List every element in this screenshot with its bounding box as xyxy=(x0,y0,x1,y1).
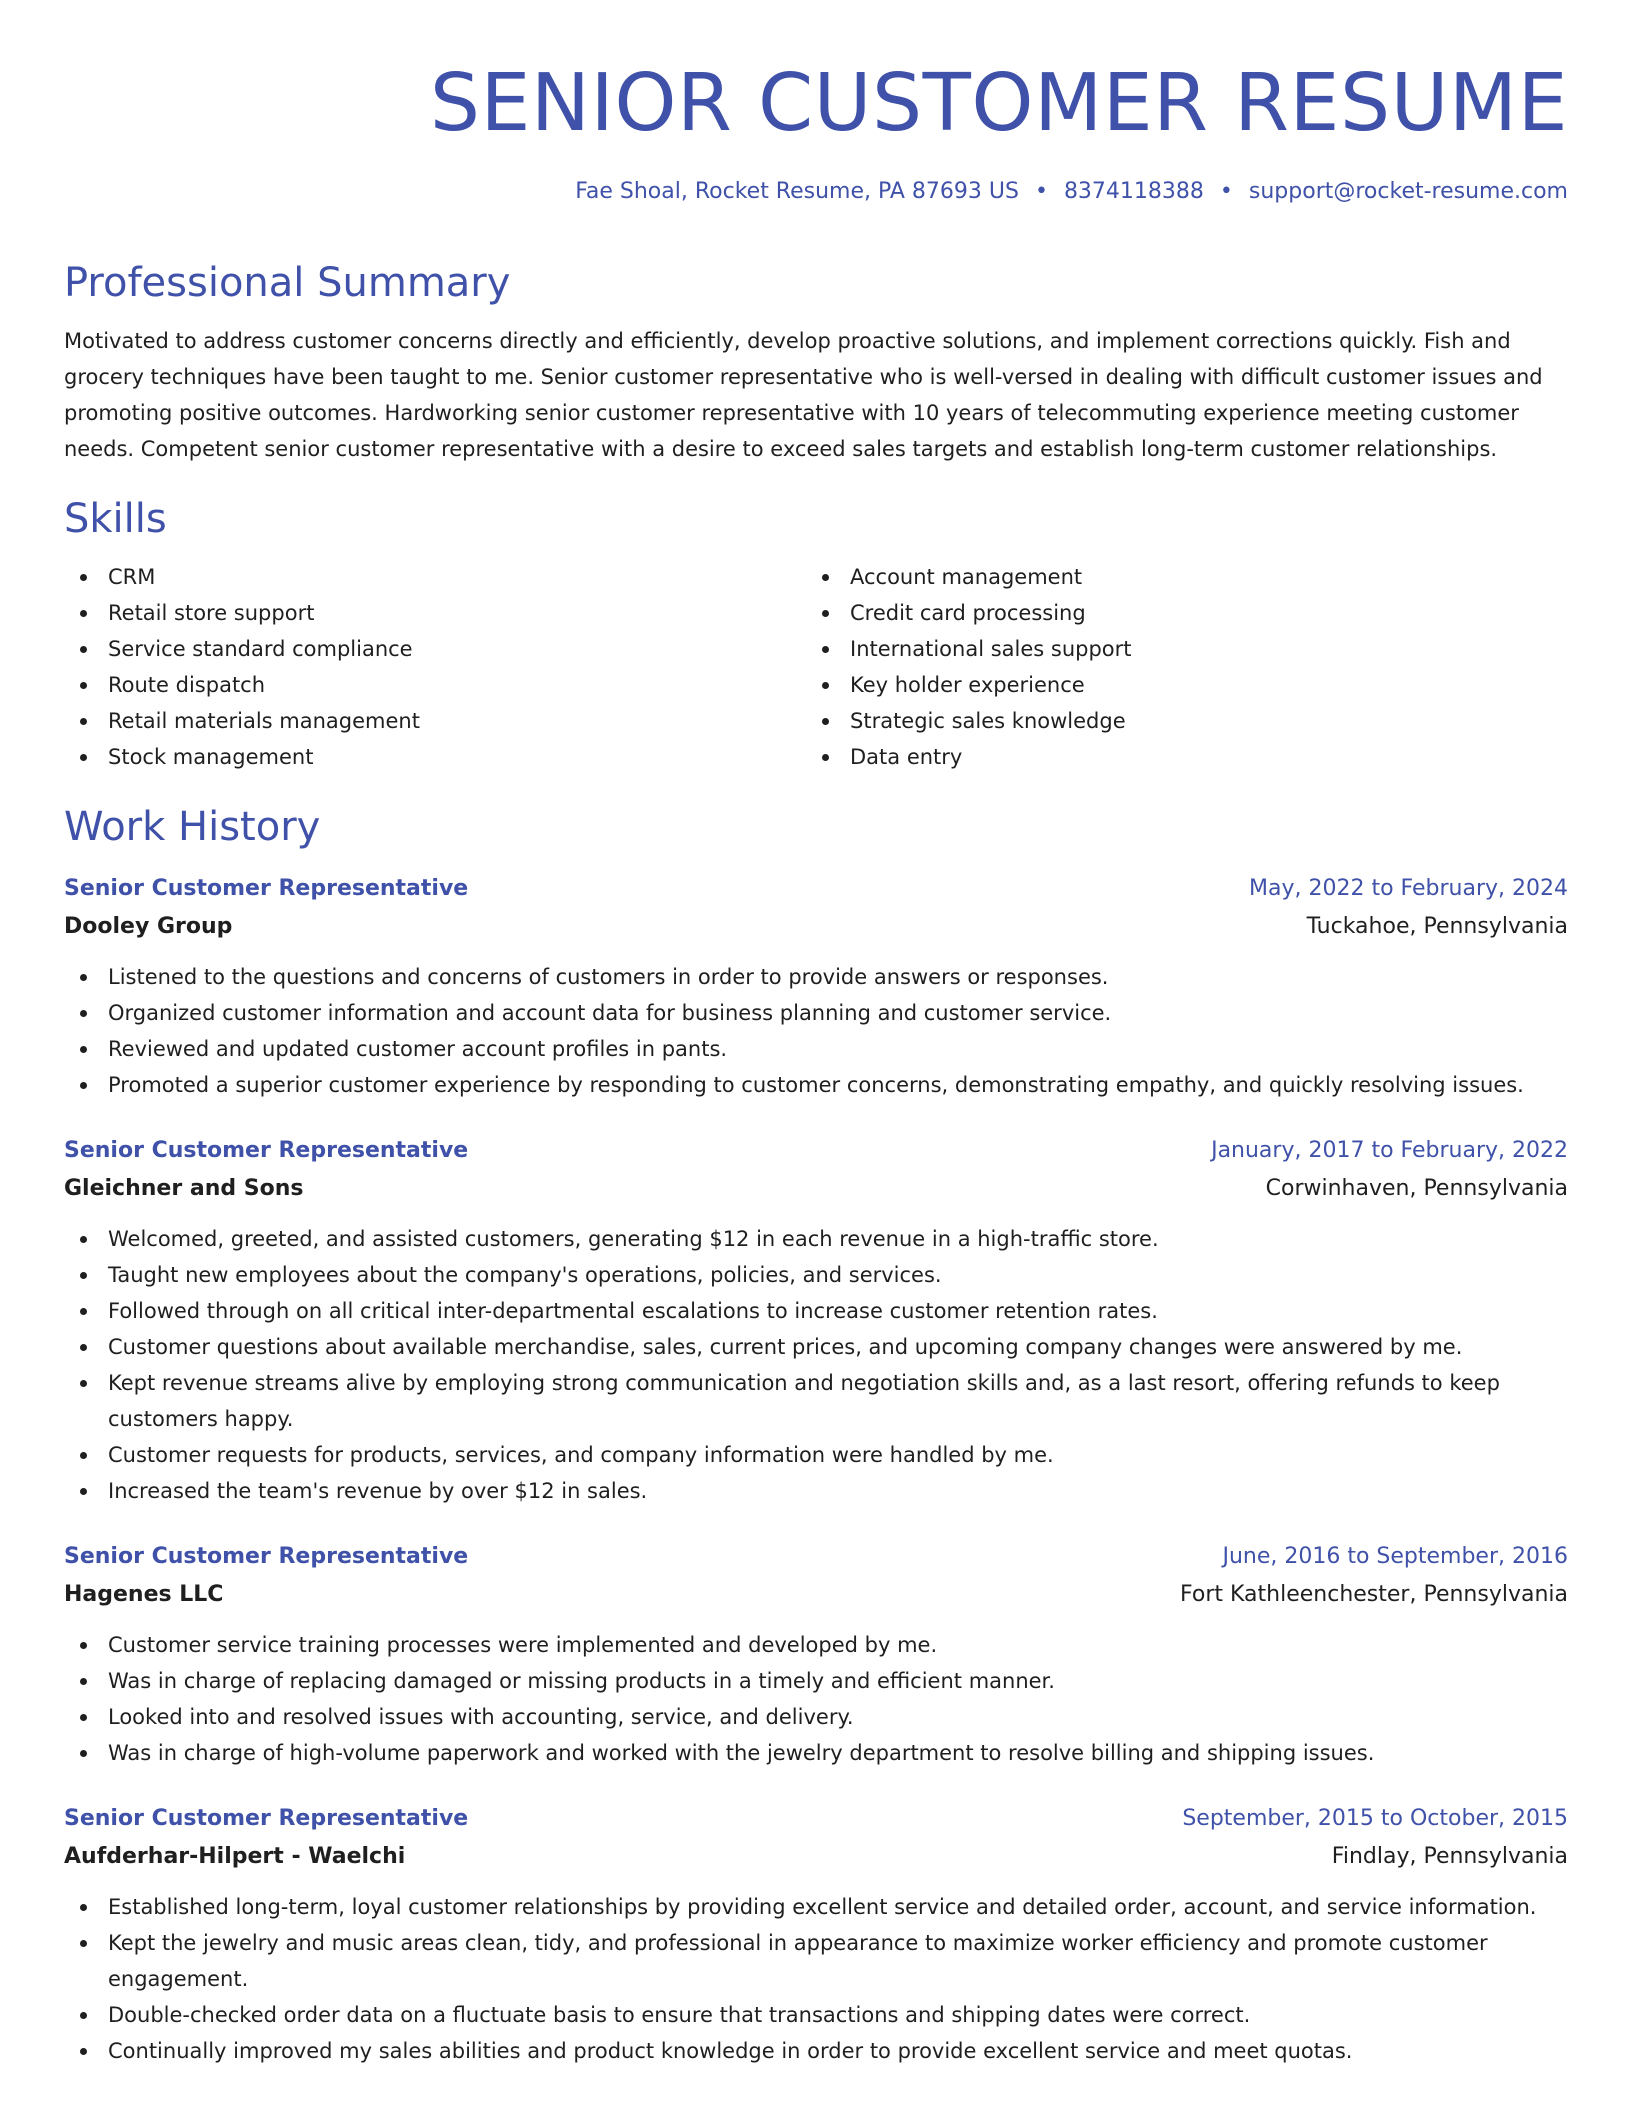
bullet-dot xyxy=(80,1750,87,1757)
bullet-dot xyxy=(822,754,829,761)
job-bullet xyxy=(64,2033,1568,2069)
job-bullet xyxy=(64,1365,1568,1437)
job-title: Senior Customer Representative xyxy=(64,1806,469,1831)
job-company-row xyxy=(64,1575,1568,1615)
job-bullet-text: Organized customer information and account data for business planning and customer service. xyxy=(108,1001,1112,1025)
skill-item-text: Data entry xyxy=(850,745,963,769)
job-bullet xyxy=(64,1221,1568,1257)
job-bullet xyxy=(64,995,1568,1031)
skill-item-text: Strategic sales knowledge xyxy=(850,709,1126,733)
job-bullet-text: Followed through on all critical inter-departmental escalations to increase customer retention rates. xyxy=(108,1299,1158,1323)
skill-item xyxy=(64,667,806,703)
bullet-dot xyxy=(80,2048,87,2055)
bullet-dot xyxy=(80,1940,87,1947)
job-entry xyxy=(64,1539,1568,1771)
bullet-dot xyxy=(80,1046,87,1053)
bullet-dot xyxy=(822,610,829,617)
skill-item-text: Stock management xyxy=(108,745,314,769)
skill-item xyxy=(806,631,1548,667)
job-bullet xyxy=(64,1699,1568,1735)
job-bullet-text: Customer requests for products, services, and company information were handled by me. xyxy=(108,1443,1054,1467)
job-bullet xyxy=(64,1329,1568,1365)
skills-heading: Skills xyxy=(64,496,167,542)
job-bullet xyxy=(64,1257,1568,1293)
job-bullet xyxy=(64,1889,1568,1925)
skill-item-text: Account management xyxy=(850,565,1083,589)
bullet-dot xyxy=(80,1272,87,1279)
job-bullet-text: Reviewed and updated customer account profiles in pants. xyxy=(108,1037,728,1061)
job-bullets xyxy=(64,1889,1568,2069)
job-bullet-text: Was in charge of replacing damaged or missing products in a timely and efficient manner. xyxy=(108,1669,1055,1693)
bullet-dot xyxy=(80,610,87,617)
skill-item-text: Route dispatch xyxy=(108,673,266,697)
job-bullet xyxy=(64,959,1568,995)
job-bullet-text: Looked into and resolved issues with accounting, service, and delivery. xyxy=(108,1705,854,1729)
job-title: Senior Customer Representative xyxy=(64,1544,469,1569)
job-bullet xyxy=(64,1735,1568,1771)
bullet-dot xyxy=(80,1082,87,1089)
bullet-dot xyxy=(80,682,87,689)
separator-dot: • xyxy=(1034,179,1048,204)
job-bullet-text: Kept revenue streams alive by employing strong communication and negotiation skills and, as a last resort, offering refunds to keep customers happy. xyxy=(108,1371,1500,1431)
job-location: Corwinhaven, Pennsylvania xyxy=(1265,1176,1568,1201)
job-bullet xyxy=(64,1293,1568,1329)
job-location: Fort Kathleenchester, Pennsylvania xyxy=(1180,1582,1568,1607)
job-company: Aufderhar-Hilpert - Waelchi xyxy=(64,1844,406,1869)
job-company: Hagenes LLC xyxy=(64,1582,224,1607)
bullet-dot xyxy=(80,718,87,725)
job-bullet-text: Kept the jewelry and music areas clean, tidy, and professional in appearance to maximize worker efficiency and promote customer engagement. xyxy=(108,1931,1488,1991)
job-company-row xyxy=(64,907,1568,947)
job-company-row xyxy=(64,1837,1568,1877)
bullet-dot xyxy=(822,718,829,725)
job-bullet xyxy=(64,1437,1568,1473)
skill-item xyxy=(806,595,1548,631)
job-bullet-text: Promoted a superior customer experience by responding to customer concerns, demonstrating empathy, and quickly resolving issues. xyxy=(108,1073,1524,1097)
bullet-dot xyxy=(80,646,87,653)
job-bullet-text: Increased the team's revenue by over $12 in sales. xyxy=(108,1479,648,1503)
skill-item xyxy=(64,703,806,739)
bullet-dot xyxy=(822,646,829,653)
job-title: Senior Customer Representative xyxy=(64,876,469,901)
contact-email: support@rocket-resume.com xyxy=(1248,179,1568,204)
bullet-dot xyxy=(80,1452,87,1459)
bullet-dot xyxy=(80,1236,87,1243)
skill-item-text: International sales support xyxy=(850,637,1132,661)
work-history-heading: Work History xyxy=(64,804,321,850)
bullet-dot xyxy=(80,754,87,761)
bullet-dot xyxy=(80,1678,87,1685)
bullet-dot xyxy=(80,1488,87,1495)
job-bullet-text: Listened to the questions and concerns of customers in order to provide answers or responses. xyxy=(108,965,1109,989)
job-bullet xyxy=(64,1473,1568,1509)
job-title-row xyxy=(64,1133,1568,1169)
job-title-row xyxy=(64,1801,1568,1837)
bullet-dot xyxy=(80,1642,87,1649)
job-dates: January, 2017 to February, 2022 xyxy=(1211,1138,1568,1163)
bullet-dot xyxy=(80,1308,87,1315)
contact-address: Fae Shoal, Rocket Resume, PA 87693 US xyxy=(575,179,1019,204)
job-bullet-text: Continually improved my sales abilities and product knowledge in order to provide excellent service and meet quotas. xyxy=(108,2039,1353,2063)
job-bullet xyxy=(64,1031,1568,1067)
contact-line xyxy=(64,177,1568,207)
skills-right-column xyxy=(806,559,1548,775)
skill-item-text: Credit card processing xyxy=(850,601,1086,625)
job-bullet xyxy=(64,1067,1568,1103)
summary-heading: Professional Summary xyxy=(64,260,511,306)
bullet-dot xyxy=(822,682,829,689)
job-bullet xyxy=(64,1925,1568,1997)
skill-item xyxy=(64,595,806,631)
skill-item-text: Retail store support xyxy=(108,601,315,625)
skill-item xyxy=(64,631,806,667)
job-dates: September, 2015 to October, 2015 xyxy=(1182,1806,1568,1831)
skills-left-column xyxy=(64,559,806,775)
bullet-dot xyxy=(822,574,829,581)
skill-item-text: Retail materials management xyxy=(108,709,420,733)
job-bullets xyxy=(64,1221,1568,1509)
job-bullets xyxy=(64,1627,1568,1771)
skill-item xyxy=(64,739,806,775)
job-bullet-text: Double-checked order data on a fluctuate basis to ensure that transactions and shipping dates were correct. xyxy=(108,2003,1251,2027)
job-entry xyxy=(64,1133,1568,1509)
job-title-row xyxy=(64,871,1568,907)
separator-dot: • xyxy=(1219,179,1233,204)
skill-item-text: CRM xyxy=(108,565,156,589)
job-bullet-text: Was in charge of high-volume paperwork and worked with the jewelry department to resolve billing and shipping issues. xyxy=(108,1741,1375,1765)
job-bullet xyxy=(64,1663,1568,1699)
bullet-dot xyxy=(80,1344,87,1351)
resume-header xyxy=(64,0,1568,207)
job-bullet-text: Welcomed, greeted, and assisted customers, generating $12 in each revenue in a high-traffic store. xyxy=(108,1227,1159,1251)
skill-item-text: Service standard compliance xyxy=(108,637,413,661)
summary-text: Motivated to address customer concerns directly and efficiently, develop proactive solutions, and implement corrections quickly. Fish and grocery techniques have been taught to me. Senior customer representative who is well-versed in dealing with difficult customer issues and promoting positive outcomes. Hardworking senior customer representative with 10 years of telecommuting experience meeting customer needs. Competent senior customer representative with a desire to exceed sales targets and establish long-term customer relationships. xyxy=(64,329,1543,461)
job-dates: May, 2022 to February, 2024 xyxy=(1249,876,1568,901)
bullet-dot xyxy=(80,1904,87,1911)
job-bullet-text: Customer service training processes were implemented and developed by me. xyxy=(108,1633,938,1657)
job-location: Tuckahoe, Pennsylvania xyxy=(1306,914,1568,939)
skill-item xyxy=(64,559,806,595)
work-history-list xyxy=(64,871,1568,2069)
job-entry xyxy=(64,1801,1568,2069)
skill-item xyxy=(806,667,1548,703)
job-bullet-text: Established long-term, loyal customer relationships by providing excellent service and detailed order, account, and service information. xyxy=(108,1895,1537,1919)
job-bullet-text: Customer questions about available merchandise, sales, current prices, and upcoming company changes were answered by me. xyxy=(108,1335,1463,1359)
bullet-dot xyxy=(80,574,87,581)
job-company-row xyxy=(64,1169,1568,1209)
job-bullet xyxy=(64,1997,1568,2033)
job-entry xyxy=(64,871,1568,1103)
bullet-dot xyxy=(80,1380,87,1387)
bullet-dot xyxy=(80,1714,87,1721)
skill-item xyxy=(806,739,1548,775)
skill-item xyxy=(806,703,1548,739)
bullet-dot xyxy=(80,2012,87,2019)
skills-columns xyxy=(64,559,1568,775)
job-location: Findlay, Pennsylvania xyxy=(1331,1844,1568,1869)
job-company: Gleichner and Sons xyxy=(64,1176,304,1201)
skill-item-text: Key holder experience xyxy=(850,673,1085,697)
job-company: Dooley Group xyxy=(64,914,233,939)
contact-phone: 8374118388 xyxy=(1063,179,1204,204)
job-bullet xyxy=(64,1627,1568,1663)
bullet-dot xyxy=(80,1010,87,1017)
job-dates: June, 2016 to September, 2016 xyxy=(1222,1544,1568,1569)
skill-item xyxy=(806,559,1548,595)
job-bullets xyxy=(64,959,1568,1103)
job-bullet-text: Taught new employees about the company's operations, policies, and services. xyxy=(108,1263,942,1287)
resume-title: SENIOR CUSTOMER RESUME xyxy=(429,57,1568,149)
bullet-dot xyxy=(80,974,87,981)
job-title: Senior Customer Representative xyxy=(64,1138,469,1163)
job-title-row xyxy=(64,1539,1568,1575)
